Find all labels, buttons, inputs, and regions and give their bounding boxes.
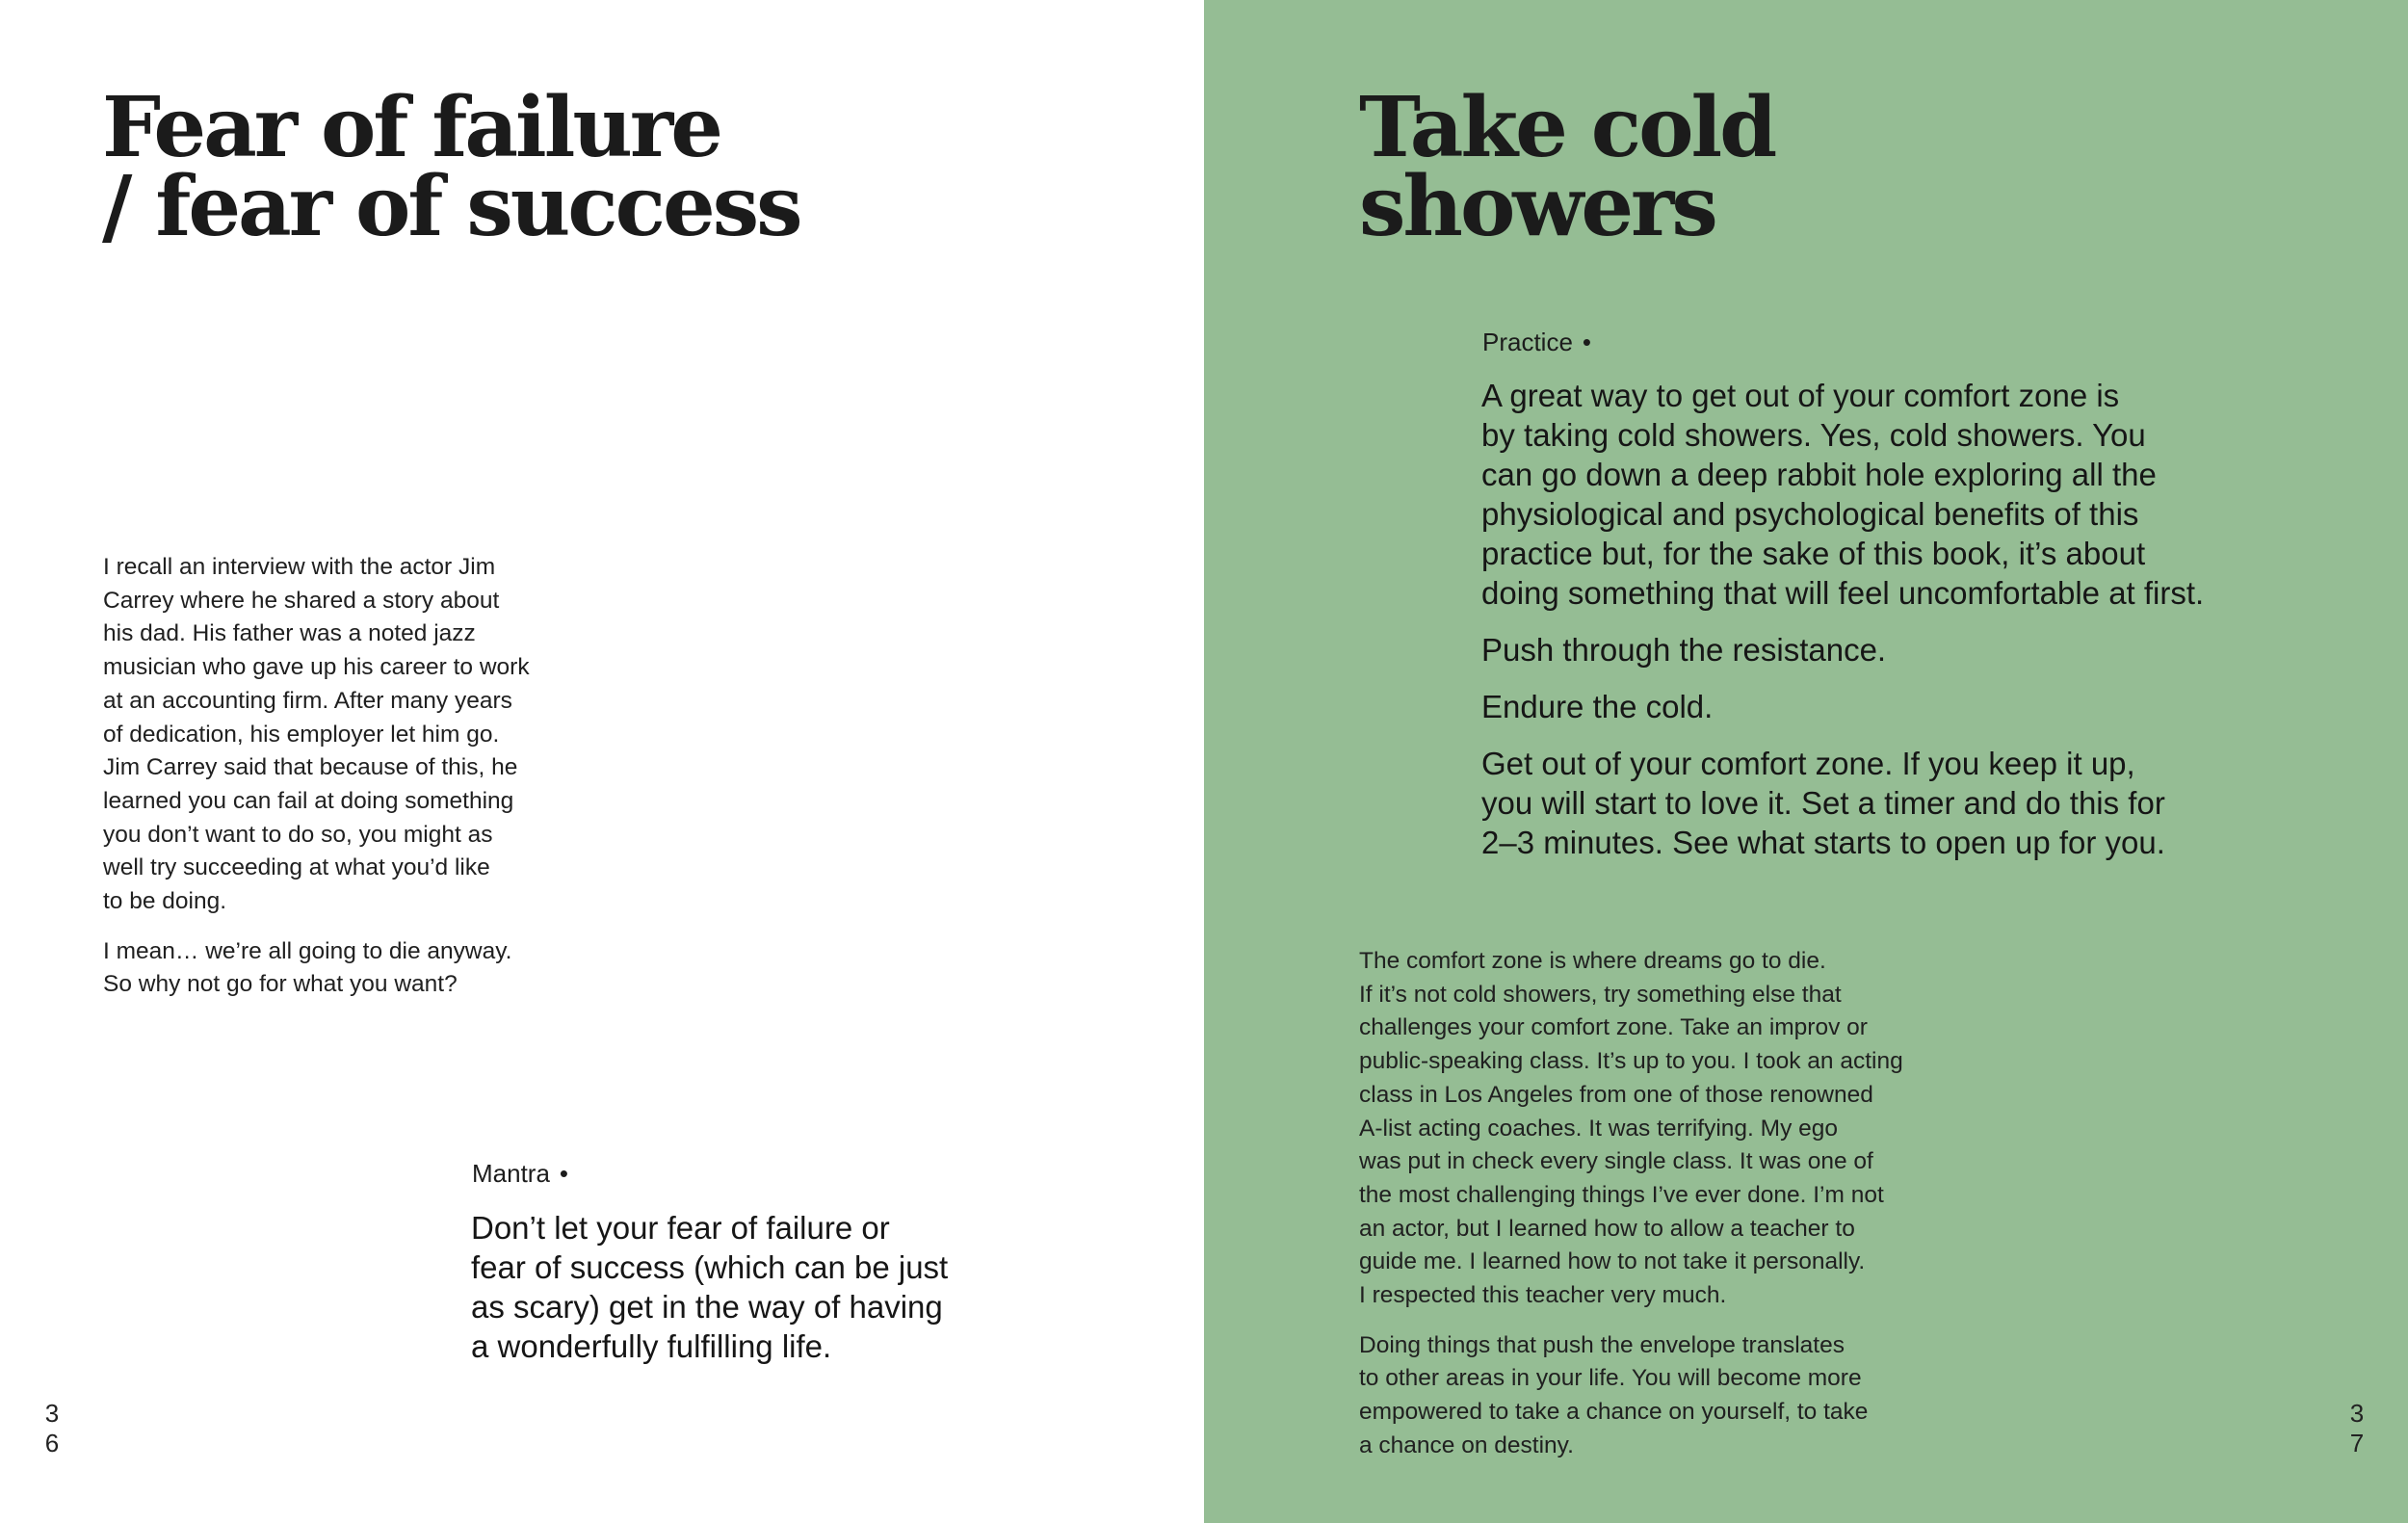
body-line: at an accounting firm. After many years [103, 687, 512, 714]
body-line: challenges your comfort zone. Take an improv or [1359, 1014, 1868, 1041]
mantra-label [472, 1158, 568, 1189]
body-line: I respected this teacher very much. [1359, 1282, 1727, 1309]
page-number-digit: 3 [2349, 1399, 2365, 1428]
practice-text [1481, 376, 2204, 862]
practice-line: Get out of your comfort zone. If you keep it up, [1481, 746, 2135, 781]
body-line: A-list acting coaches. It was terrifying. My ego [1359, 1115, 1838, 1142]
body-line: So why not go for what you want? [103, 971, 458, 998]
body-line: was put in check every single class. It was one of [1359, 1148, 1873, 1175]
body-line: If it’s not cold showers, try something else that [1359, 981, 1842, 1008]
left-page-title [102, 79, 800, 255]
body-line: musician who gave up his career to work [103, 654, 530, 681]
page-number-digit: 3 [44, 1399, 60, 1428]
body-line: I recall an interview with the actor Jim [103, 554, 496, 580]
mantra-label-text: Mantra [472, 1159, 550, 1188]
title-line: Take cold [1359, 79, 1775, 176]
practice-line: practice but, for the sake of this book, it’s about [1481, 536, 2146, 571]
body-line: guide me. I learned how to not take it personally. [1359, 1248, 1866, 1275]
practice-line: by taking cold showers. Yes, cold showers. You [1481, 417, 2146, 453]
practice-label [1482, 327, 1591, 357]
title-line: / fear of success [102, 158, 800, 255]
mantra-line: fear of success (which can be just [471, 1249, 949, 1285]
bullet-icon: • [559, 1159, 569, 1188]
body-line: Carrey where he shared a story about [103, 587, 500, 614]
practice-line: can go down a deep rabbit hole exploring all the [1481, 457, 2157, 492]
body-line: learned you can fail at doing something [103, 787, 514, 814]
practice-label-text: Practice [1482, 328, 1573, 356]
practice-line: A great way to get out of your comfort zone is [1481, 378, 2120, 413]
body-line: the most challenging things I’ve ever done. I’m not [1359, 1181, 1884, 1208]
body-line: his dad. His father was a noted jazz [103, 620, 476, 647]
mantra-line: a wonderfully fulfilling life. [471, 1328, 832, 1364]
practice-line: doing something that will feel uncomfortable at first. [1481, 575, 2205, 611]
bullet-icon: • [1582, 328, 1592, 356]
body-line: Jim Carrey said that because of this, he [103, 754, 518, 781]
page-number-right [2345, 1399, 2369, 1458]
body-line: of dedication, his employer let him go. [103, 721, 500, 748]
page-number-left [40, 1399, 64, 1458]
right-body-text [1359, 945, 1903, 1463]
body-line: to other areas in your life. You will become more [1359, 1365, 1862, 1392]
page-number-digit: 7 [2349, 1429, 2365, 1457]
page-number-digit: 6 [44, 1429, 60, 1457]
practice-line: physiological and psychological benefits of this [1481, 496, 2139, 532]
body-line: Doing things that push the envelope translates [1359, 1331, 1845, 1358]
body-line: well try succeeding at what you’d like [103, 854, 490, 881]
title-line: Fear of failure [102, 79, 720, 176]
title-line: showers [1359, 158, 1715, 255]
mantra-line: as scary) get in the way of having [471, 1289, 943, 1325]
mantra-line: Don’t let your fear of failure or [471, 1210, 890, 1246]
body-line: The comfort zone is where dreams go to die. [1359, 948, 1826, 974]
practice-line: you will start to love it. Set a timer and do this for [1481, 785, 2165, 821]
body-line: empowered to take a chance on yourself, to take [1359, 1399, 1869, 1426]
body-line: to be doing. [103, 888, 227, 915]
body-line: class in Los Angeles from one of those renowned [1359, 1081, 1873, 1108]
right-page-title [1359, 79, 1775, 255]
body-line: a chance on destiny. [1359, 1431, 1574, 1458]
left-body-text [103, 551, 530, 1002]
body-line: you don’t want to do so, you might as [103, 821, 493, 848]
mantra-text [471, 1208, 948, 1366]
practice-line: Push through the resistance. [1481, 632, 1887, 668]
body-line: I mean… we’re all going to die anyway. [103, 937, 512, 964]
practice-line: 2–3 minutes. See what starts to open up for you. [1481, 825, 2165, 860]
right-page [1204, 0, 2408, 1523]
body-line: public-speaking class. It’s up to you. I took an acting [1359, 1048, 1903, 1075]
body-line: an actor, but I learned how to allow a teacher to [1359, 1215, 1855, 1242]
practice-line: Endure the cold. [1481, 689, 1714, 724]
